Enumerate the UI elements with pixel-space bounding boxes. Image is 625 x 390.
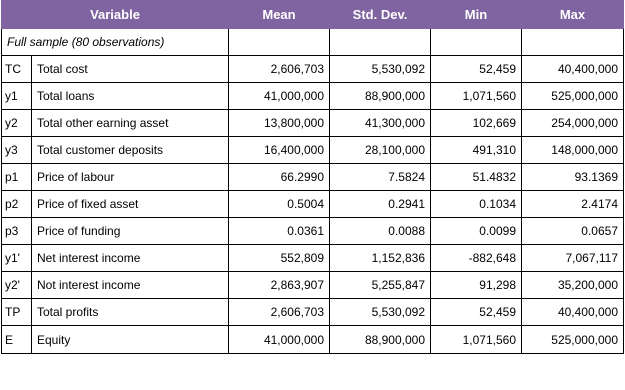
table-row bbox=[2, 164, 624, 191]
table-row bbox=[2, 110, 624, 137]
header-row bbox=[2, 1, 624, 29]
header-min: Min bbox=[431, 1, 522, 29]
variable-code: E bbox=[2, 326, 32, 354]
min-value: 1,071,560 bbox=[431, 83, 522, 110]
variable-name: Equity bbox=[32, 326, 229, 354]
table-row bbox=[2, 83, 624, 110]
min-value: -882,648 bbox=[431, 245, 522, 272]
max-value: 525,000,000 bbox=[522, 83, 624, 110]
min-value: 91,298 bbox=[431, 272, 522, 299]
max-value: 93.1369 bbox=[522, 164, 624, 191]
max-value: 40,400,000 bbox=[522, 299, 624, 326]
min-value: 0.1034 bbox=[431, 191, 522, 218]
mean-value: 41,000,000 bbox=[229, 326, 330, 354]
table-row bbox=[2, 137, 624, 164]
std-dev-value: 0.0088 bbox=[330, 218, 431, 245]
variable-code: y1' bbox=[2, 245, 32, 272]
max-value: 35,200,000 bbox=[522, 272, 624, 299]
std-dev-value: 88,900,000 bbox=[330, 326, 431, 354]
variable-name: Total other earning asset bbox=[32, 110, 229, 137]
std-dev-value: 5,255,847 bbox=[330, 272, 431, 299]
table-row bbox=[2, 191, 624, 218]
mean-value: 13,800,000 bbox=[229, 110, 330, 137]
descriptive-statistics-table bbox=[1, 0, 624, 354]
std-dev-value: 5,530,092 bbox=[330, 299, 431, 326]
mean-value: 2,606,703 bbox=[229, 299, 330, 326]
variable-code: p3 bbox=[2, 218, 32, 245]
header-std-dev: Std. Dev. bbox=[330, 1, 431, 29]
mean-value: 66.2990 bbox=[229, 164, 330, 191]
table-row bbox=[2, 56, 624, 83]
std-dev-value: 28,100,000 bbox=[330, 137, 431, 164]
empty-cell bbox=[229, 29, 330, 56]
min-value: 1,071,560 bbox=[431, 326, 522, 354]
max-value: 40,400,000 bbox=[522, 56, 624, 83]
std-dev-value: 1,152,836 bbox=[330, 245, 431, 272]
sample-label: Full sample (80 observations) bbox=[2, 29, 229, 56]
mean-value: 2,863,907 bbox=[229, 272, 330, 299]
max-value: 2.4174 bbox=[522, 191, 624, 218]
min-value: 102,669 bbox=[431, 110, 522, 137]
variable-name: Total customer deposits bbox=[32, 137, 229, 164]
header-mean: Mean bbox=[229, 1, 330, 29]
variable-code: y1 bbox=[2, 83, 32, 110]
min-value: 52,459 bbox=[431, 299, 522, 326]
min-value: 491,310 bbox=[431, 137, 522, 164]
variable-code: y2 bbox=[2, 110, 32, 137]
variable-name: Net interest income bbox=[32, 245, 229, 272]
max-value: 525,000,000 bbox=[522, 326, 624, 354]
table-row bbox=[2, 218, 624, 245]
min-value: 0.0099 bbox=[431, 218, 522, 245]
header-variable: Variable bbox=[2, 1, 229, 29]
std-dev-value: 7.5824 bbox=[330, 164, 431, 191]
header-max: Max bbox=[522, 1, 624, 29]
std-dev-value: 88,900,000 bbox=[330, 83, 431, 110]
mean-value: 0.0361 bbox=[229, 218, 330, 245]
max-value: 7,067,117 bbox=[522, 245, 624, 272]
mean-value: 2,606,703 bbox=[229, 56, 330, 83]
variable-name: Total cost bbox=[32, 56, 229, 83]
min-value: 52,459 bbox=[431, 56, 522, 83]
table-row bbox=[2, 299, 624, 326]
mean-value: 552,809 bbox=[229, 245, 330, 272]
empty-cell bbox=[522, 29, 624, 56]
variable-code: TP bbox=[2, 299, 32, 326]
mean-value: 41,000,000 bbox=[229, 83, 330, 110]
variable-code: p1 bbox=[2, 164, 32, 191]
subheader-row bbox=[2, 29, 624, 56]
variable-name: Price of labour bbox=[32, 164, 229, 191]
mean-value: 16,400,000 bbox=[229, 137, 330, 164]
std-dev-value: 41,300,000 bbox=[330, 110, 431, 137]
std-dev-value: 0.2941 bbox=[330, 191, 431, 218]
min-value: 51.4832 bbox=[431, 164, 522, 191]
empty-cell bbox=[330, 29, 431, 56]
variable-name: Price of fixed asset bbox=[32, 191, 229, 218]
variable-code: TC bbox=[2, 56, 32, 83]
table-row bbox=[2, 272, 624, 299]
variable-code: y2' bbox=[2, 272, 32, 299]
variable-name: Total profits bbox=[32, 299, 229, 326]
empty-cell bbox=[431, 29, 522, 56]
table-row bbox=[2, 245, 624, 272]
variable-code: y3 bbox=[2, 137, 32, 164]
variable-code: p2 bbox=[2, 191, 32, 218]
variable-name: Total loans bbox=[32, 83, 229, 110]
max-value: 254,000,000 bbox=[522, 110, 624, 137]
mean-value: 0.5004 bbox=[229, 191, 330, 218]
variable-name: Not interest income bbox=[32, 272, 229, 299]
std-dev-value: 5,530,092 bbox=[330, 56, 431, 83]
variable-name: Price of funding bbox=[32, 218, 229, 245]
table-row bbox=[2, 326, 624, 354]
max-value: 0.0657 bbox=[522, 218, 624, 245]
max-value: 148,000,000 bbox=[522, 137, 624, 164]
